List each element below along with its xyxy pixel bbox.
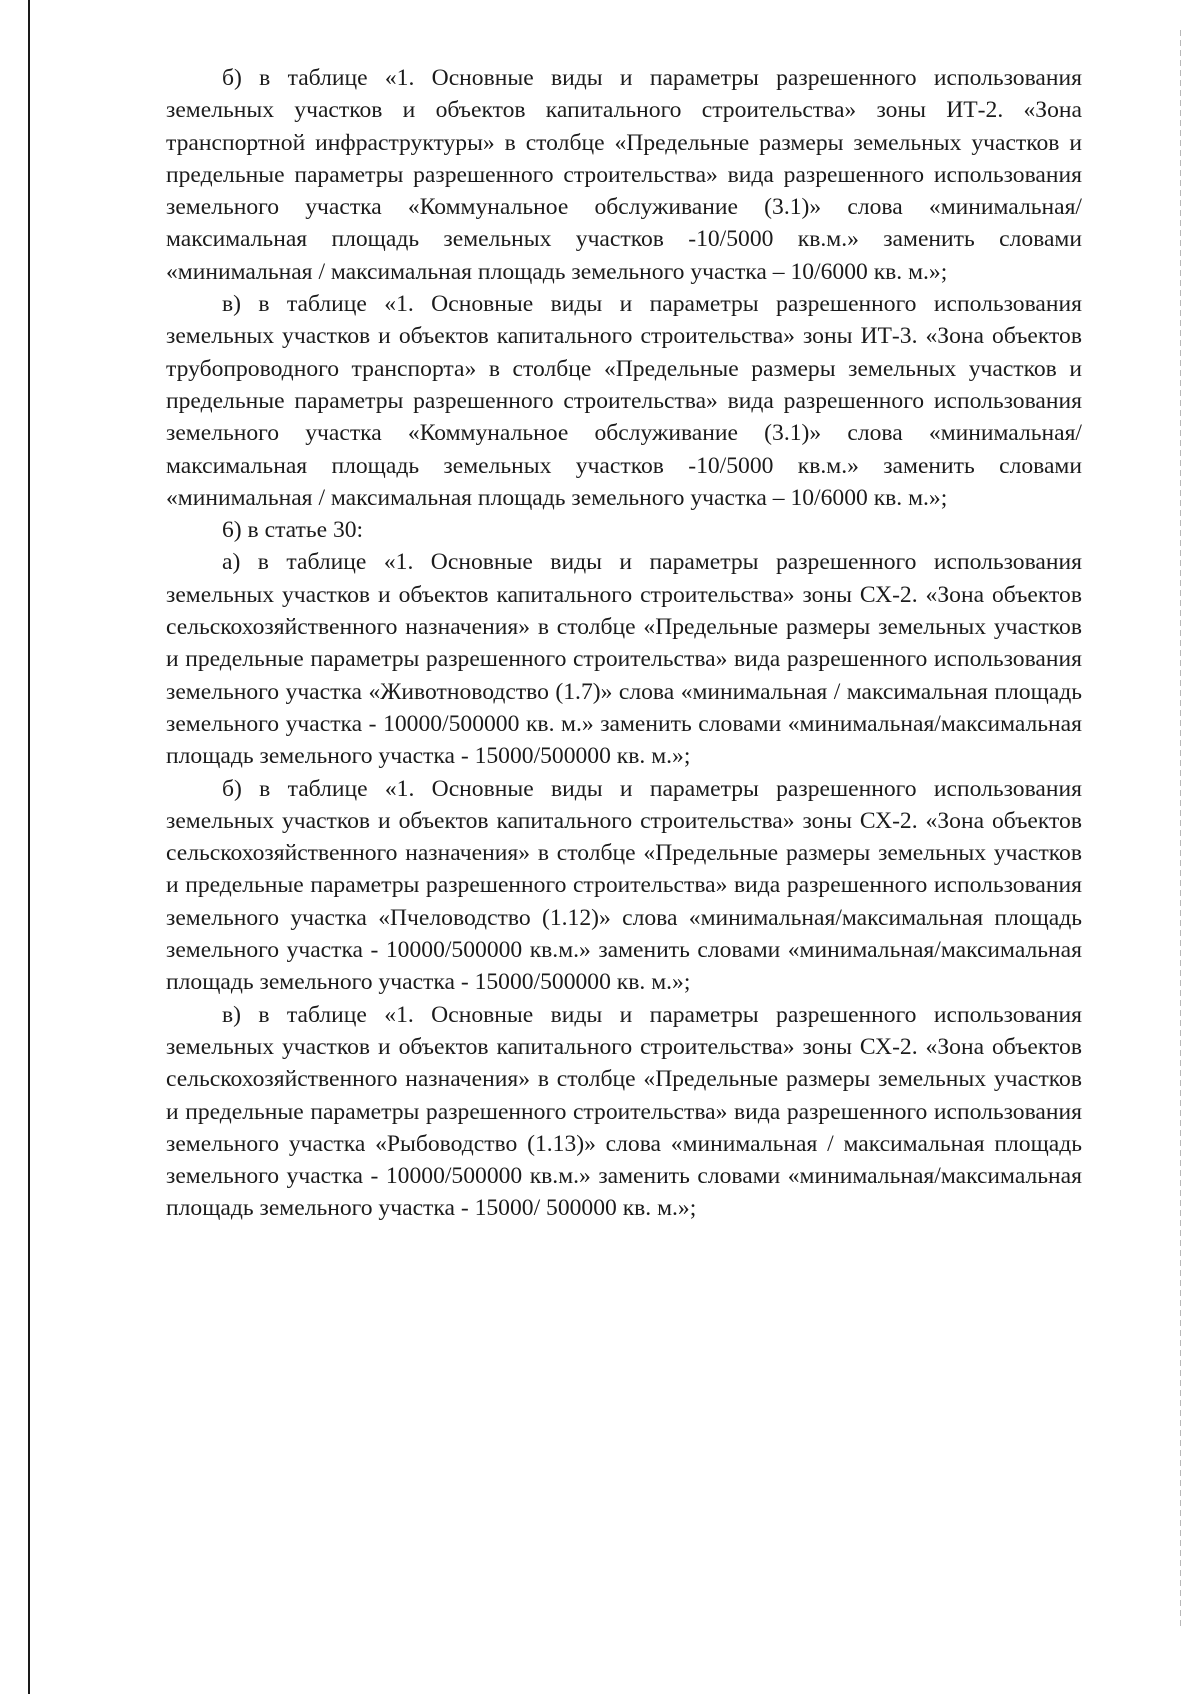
scan-left-edge: [28, 0, 30, 1694]
paragraph-b-beekeeping: б) в таблице «1. Основные виды и параметры разрешенного использования земельных участков и объектов капитального строительства» зоны СХ-2. «Зона объектов сельскохозяйственного назначения» в столбце «Предельные размеры земельных участков и предельные параметры разрешенного строительства» вида разрешенного использования земельного участка «Пчеловодство (1.12)» слова «минимальная/максимальная площадь земельного участка - 10000/500000 кв.м.» заменить словами «минимальная/максимальная площадь земельного участка - 15000/500000 кв. м.»;: [166, 775, 1082, 996]
paragraph-v-fish-farming: в) в таблице «1. Основные виды и параметры разрешенного использования земельных участков и объектов капитального строительства» зоны СХ-2. «Зона объектов сельскохозяйственного назначения» в столбце «Предельные размеры земельных участков и предельные параметры разрешенного строительства» вида разрешенного использования земельного участка «Рыбоводство (1.13)» слова «минимальная / максимальная площадь земельного участка - 10000/500000 кв.м.» заменить словами «минимальная/максимальная площадь земельного участка - 15000/ 500000 кв. м.»;: [166, 1001, 1082, 1222]
paragraph-b-it2: б) в таблице «1. Основные виды и параметры разрешенного использования земельных участков и объектов капитального строительства» зоны ИТ-2. «Зона транспортной инфраструктуры» в столбце «Предельные размеры земельных участков и предельные параметры разрешенного строительства» вида разрешенного использования земельного участка «Коммунальное обслуживание (3.1)» слова «минимальная/максимальная площадь земельных участков -10/5000 кв.м.» заменить словами «минимальная / максимальная площадь земельного участка – 10/6000 кв. м.»;: [166, 65, 1082, 285]
scan-right-edge: [1180, 30, 1181, 1630]
paragraph-a-livestock: а) в таблице «1. Основные виды и параметры разрешенного использования земельных участков и объектов капитального строительства» зоны СХ-2. «Зона объектов сельскохозяйственного назначения» в столбце «Предельные размеры земельных участков и предельные параметры разрешенного строительства» вида разрешенного использования земельного участка «Животноводство (1.7)» слова «минимальная / максимальная площадь земельного участка - 10000/500000 кв. м.» заменить словами «минимальная/максимальная площадь земельного участка - 15000/500000 кв. м.»;: [166, 549, 1082, 770]
document-body: [166, 62, 1082, 1225]
paragraph-article-30-heading: 6) в статье 30:: [222, 517, 364, 544]
paragraph-v-it3: в) в таблице «1. Основные виды и параметры разрешенного использования земельных участков и объектов капитального строительства» зоны ИТ-3. «Зона объектов трубопроводного транспорта» в столбце «Предельные размеры земельных участков и предельные параметры разрешенного строительства» вида разрешенного использования земельного участка «Коммунальное обслуживание (3.1)» слова «минимальная/максимальная площадь земельных участков -10/5000 кв.м.» заменить словами «минимальная / максимальная площадь земельного участка – 10/6000 кв. м.»;: [166, 291, 1082, 511]
